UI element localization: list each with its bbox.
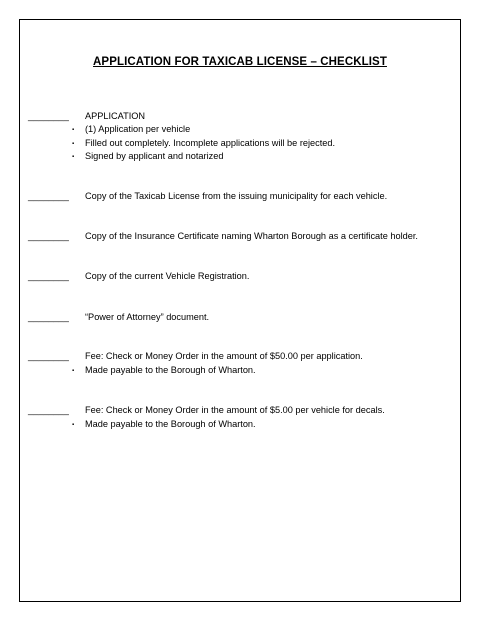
- sub-bullet-text: Made payable to the Borough of Wharton.: [85, 418, 256, 429]
- sub-bullet-item: [72, 123, 190, 138]
- checklist-item-text: Fee: Check or Money Order in the amount of $5.00 per vehicle for decals.: [85, 405, 385, 415]
- sub-bullet-text: Signed by applicant and notarized: [85, 151, 224, 161]
- checklist-item-text: Copy of the Taxicab License from the issuing municipality for each vehicle.: [85, 191, 388, 201]
- checklist-item-text: Fee: Check or Money Order in the amount of $50.00 per application.: [85, 351, 363, 361]
- square-bullet-icon: ▪: [72, 140, 75, 147]
- checkbox-blank-line: ________: [28, 191, 69, 201]
- checkbox-blank-line: ________: [28, 231, 69, 241]
- square-bullet-icon: ▪: [72, 154, 75, 160]
- checklist-item-text: Copy of the Insurance Certificate naming Wharton Borough as a certificate holder.: [85, 231, 418, 241]
- sub-bullet-item: [72, 150, 223, 165]
- square-bullet-icon: ▪: [72, 127, 75, 133]
- checkbox-blank-line: ________: [28, 405, 69, 415]
- sub-bullet-text: Filled out completely. Incomplete applications will be rejected.: [85, 137, 336, 148]
- checkbox-blank-line: ________: [28, 271, 69, 281]
- sub-bullet-text: (1) Application per vehicle: [85, 124, 191, 134]
- checklist-item-text: Copy of the current Vehicle Registration.: [85, 271, 250, 281]
- square-bullet-icon: ▪: [72, 421, 75, 428]
- sub-bullet-item: [72, 137, 335, 152]
- checklist-item-text: APPLICATION: [85, 111, 146, 121]
- square-bullet-icon: ▪: [72, 367, 75, 374]
- checklist-item-text: “Power of Attorney” document.: [85, 312, 210, 322]
- page-title: APPLICATION FOR TAXICAB LICENSE – CHECKLIST: [93, 56, 387, 68]
- sub-bullet-text: Made payable to the Borough of Wharton.: [85, 364, 256, 375]
- checkbox-blank-line: ________: [28, 111, 69, 121]
- checkbox-blank-line: ________: [28, 351, 69, 361]
- checkbox-blank-line: ________: [28, 312, 69, 322]
- sub-bullet-item: [72, 418, 256, 433]
- sub-bullet-item: [72, 364, 256, 379]
